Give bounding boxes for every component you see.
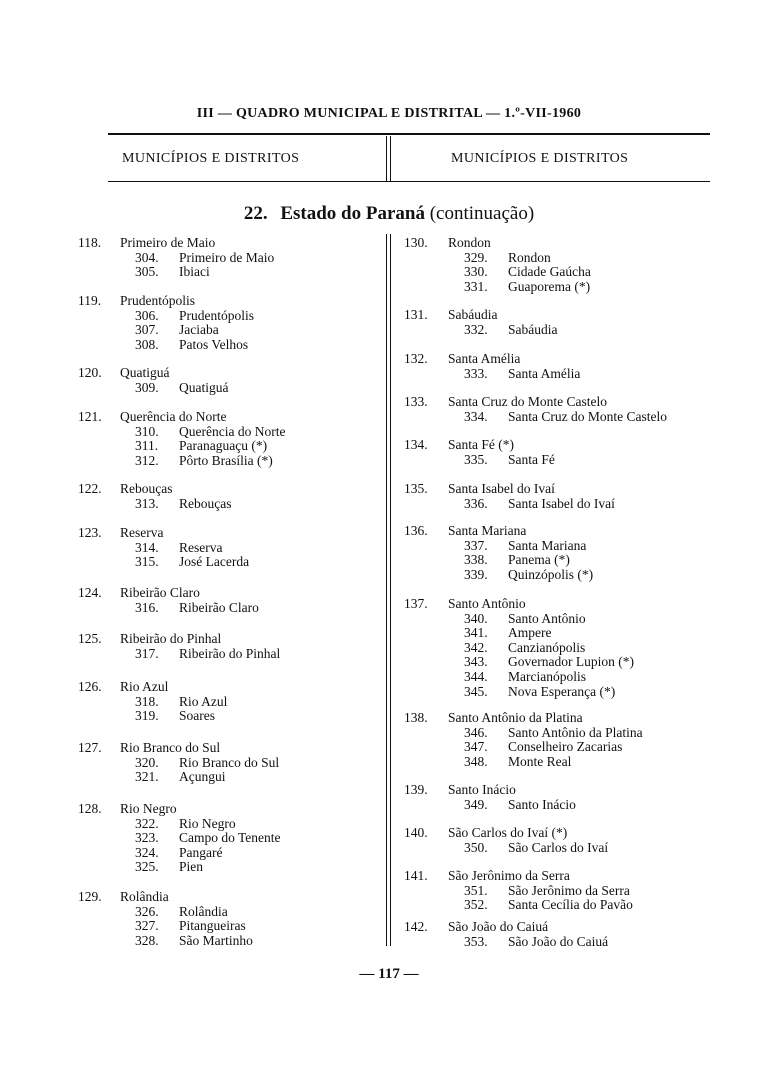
- municipality-entry: [78, 802, 378, 875]
- district-row: [404, 453, 734, 468]
- municipality-entry: [78, 741, 378, 785]
- district-row: [404, 626, 734, 641]
- district-name: Santa Mariana: [508, 537, 587, 553]
- district-row: [404, 798, 734, 813]
- municipality-name: Santo Antônio: [448, 596, 526, 611]
- municipality-number: 142.: [404, 919, 428, 934]
- municipality-number: 125.: [78, 631, 102, 646]
- district-name: São Jerônimo da Serra: [508, 882, 630, 898]
- district-number: 328.: [135, 932, 159, 948]
- district-row: [404, 641, 734, 656]
- district-number: 341.: [464, 625, 488, 641]
- district-number: 332.: [464, 321, 488, 337]
- district-name: Guaporema (*): [508, 278, 591, 294]
- municipality-number: 122.: [78, 481, 102, 496]
- district-number: 340.: [464, 610, 488, 626]
- district-number: 338.: [464, 552, 488, 568]
- municipality-name: Rio Negro: [120, 801, 177, 816]
- district-row: [78, 756, 378, 771]
- district-row: [78, 323, 378, 338]
- municipality-name: Rebouças: [120, 481, 173, 496]
- district-number: 351.: [464, 882, 488, 898]
- district-number: 344.: [464, 668, 488, 684]
- district-row: [78, 770, 378, 785]
- district-number: 327.: [135, 918, 159, 934]
- district-number: 310.: [135, 423, 159, 439]
- municipality-name: Santo Antônio da Platina: [448, 710, 583, 725]
- district-number: 330.: [464, 264, 488, 280]
- municipality-name: Quatiguá: [120, 365, 170, 380]
- district-name: Santa Isabel do Ivaí: [508, 495, 615, 511]
- district-row: [404, 497, 734, 512]
- municipality-entry: [404, 783, 734, 812]
- district-number: 321.: [135, 769, 159, 785]
- municipality-number: 123.: [78, 525, 102, 540]
- district-row: [404, 553, 734, 568]
- municipality-number: 138.: [404, 710, 428, 725]
- district-number: 346.: [464, 724, 488, 740]
- municipality-number: 129.: [78, 889, 102, 904]
- district-name: Patos Velhos: [179, 336, 249, 352]
- municipality-number: 135.: [404, 481, 428, 496]
- district-number: 334.: [464, 408, 488, 424]
- municipality-entry: [78, 586, 378, 615]
- municipality-entry: [404, 482, 734, 511]
- district-name: Conselheiro Zacarias: [508, 739, 623, 755]
- district-number: 329.: [464, 249, 488, 265]
- district-name: Pôrto Brasília (*): [179, 452, 273, 468]
- district-name: Canzianópolis: [508, 639, 586, 655]
- district-name: Pien: [179, 859, 204, 875]
- district-row: [404, 655, 734, 670]
- district-row: [78, 338, 378, 353]
- column-divider-2: [390, 234, 391, 946]
- district-number: 349.: [464, 796, 488, 812]
- district-row: [78, 309, 378, 324]
- district-row: [404, 539, 734, 554]
- municipality-number: 124.: [78, 585, 102, 600]
- district-name: Rebouças: [179, 495, 232, 511]
- district-number: 311.: [135, 438, 159, 454]
- district-row: [404, 612, 734, 627]
- district-number: 306.: [135, 307, 159, 323]
- district-number: 316.: [135, 599, 159, 615]
- district-number: 308.: [135, 336, 159, 352]
- municipality-number: 134.: [404, 437, 428, 452]
- municipality-name: Santa Cruz do Monte Castelo: [448, 394, 607, 409]
- district-number: 304.: [135, 249, 159, 265]
- district-name: Rondon: [508, 249, 551, 265]
- district-name: Rio Negro: [179, 815, 236, 831]
- district-name: Querência do Norte: [179, 423, 286, 439]
- district-name: Ribeirão Claro: [179, 599, 259, 615]
- municipality-name: Sabáudia: [448, 307, 498, 322]
- district-name: Sabáudia: [508, 321, 558, 337]
- district-name: Nova Esperança (*): [508, 683, 616, 699]
- state-name: Estado do Paraná: [280, 203, 425, 224]
- municipality-name: Santa Fé (*): [448, 437, 514, 452]
- district-name: Primeiro de Maio: [179, 249, 275, 265]
- district-number: 350.: [464, 839, 488, 855]
- municipality-entry: [78, 632, 378, 661]
- municipality-entry: [404, 438, 734, 467]
- district-row: [78, 454, 378, 469]
- district-number: 315.: [135, 554, 159, 570]
- district-name: Monte Real: [508, 753, 572, 769]
- municipality-number: 131.: [404, 307, 428, 322]
- municipality-entry: [404, 308, 734, 337]
- municipality-entry: [404, 597, 734, 699]
- municipality-name: Reserva: [120, 525, 164, 540]
- district-number: 336.: [464, 495, 488, 511]
- header-rule-bottom: [108, 181, 710, 182]
- district-name: Paranaguaçu (*): [179, 438, 268, 454]
- municipality-entry: [78, 526, 378, 570]
- municipality-name: Querência do Norte: [120, 409, 227, 424]
- municipality-entry: [78, 680, 378, 724]
- district-row: [78, 934, 378, 949]
- municipality-entry: [78, 410, 378, 468]
- municipality-name: São Carlos do Ivaí (*): [448, 825, 568, 840]
- municipality-entry: [404, 711, 734, 769]
- district-row: [78, 555, 378, 570]
- district-number: 342.: [464, 639, 488, 655]
- district-row: [78, 817, 378, 832]
- district-name: Campo do Tenente: [179, 830, 281, 846]
- district-number: 333.: [464, 365, 488, 381]
- district-row: [78, 497, 378, 512]
- district-row: [404, 323, 734, 338]
- district-name: Jaciaba: [179, 322, 219, 338]
- municipality-name: Rio Azul: [120, 679, 169, 694]
- district-name: São Martinho: [179, 932, 253, 948]
- municipality-number: 132.: [404, 351, 428, 366]
- municipality-name: São Jerônimo da Serra: [448, 868, 570, 883]
- municipality-number: 130.: [404, 235, 428, 250]
- district-name: Ampere: [508, 625, 552, 641]
- district-row: [78, 601, 378, 616]
- district-row: [404, 755, 734, 770]
- column-divider-1: [386, 234, 387, 946]
- district-row: [404, 410, 734, 425]
- municipality-number: 136.: [404, 523, 428, 538]
- municipality-name: Santa Mariana: [448, 523, 527, 538]
- municipality-name: Primeiro de Maio: [120, 235, 216, 250]
- municipality-number: 121.: [78, 409, 102, 424]
- state-title: [0, 203, 778, 225]
- district-row: [404, 280, 734, 295]
- municipality-name: Santa Isabel do Ivaí: [448, 481, 555, 496]
- district-row: [404, 265, 734, 280]
- municipality-name: Prudentópolis: [120, 293, 196, 308]
- district-name: Santo Inácio: [508, 796, 576, 812]
- district-row: [404, 726, 734, 741]
- page-number: — 117 —: [359, 966, 419, 982]
- district-row: [78, 709, 378, 724]
- municipality-name: Santo Inácio: [448, 782, 516, 797]
- municipality-number: 119.: [78, 293, 102, 308]
- district-name: Governador Lupion (*): [508, 654, 634, 670]
- district-number: 322.: [135, 815, 159, 831]
- district-row: [78, 381, 378, 396]
- column-header-right: MUNICÍPIOS E DISTRITOS: [451, 151, 629, 166]
- municipality-number: 118.: [78, 235, 102, 250]
- district-name: São Carlos do Ivaí: [508, 839, 609, 855]
- district-name: Marcianópolis: [508, 668, 586, 684]
- header-divider-2: [390, 136, 391, 181]
- municipality-entry: [78, 236, 378, 280]
- district-name: Prudentópolis: [179, 307, 255, 323]
- district-name: Quatiguá: [179, 379, 229, 395]
- district-number: 331.: [464, 278, 488, 294]
- municipality-name: Rondon: [448, 235, 491, 250]
- district-row: [404, 740, 734, 755]
- district-row: [404, 935, 734, 950]
- district-row: [404, 898, 734, 913]
- district-number: 318.: [135, 693, 159, 709]
- district-name: São João do Caiuá: [508, 933, 609, 949]
- municipality-number: 137.: [404, 596, 428, 611]
- district-name: Santo Antônio: [508, 610, 586, 626]
- district-row: [78, 251, 378, 266]
- municipality-name: Rolândia: [120, 889, 169, 904]
- district-number: 348.: [464, 753, 488, 769]
- state-number: 22.: [243, 203, 268, 224]
- municipality-name: Santa Amélia: [448, 351, 521, 366]
- district-name: Santa Fé: [508, 451, 555, 467]
- district-name: Reserva: [179, 539, 223, 555]
- municipality-name: Ribeirão Claro: [120, 585, 200, 600]
- district-number: 352.: [464, 897, 488, 913]
- district-number: 305.: [135, 264, 159, 280]
- district-number: 347.: [464, 739, 488, 755]
- district-number: 325.: [135, 859, 159, 875]
- district-name: Cidade Gaúcha: [508, 264, 591, 280]
- header-rule-top: [108, 133, 710, 135]
- district-name: Ibiaci: [179, 264, 210, 280]
- district-name: Soares: [179, 708, 215, 724]
- district-name: Pitangueiras: [179, 918, 246, 934]
- district-name: Rolândia: [179, 903, 228, 919]
- municipality-entry: [404, 920, 734, 949]
- district-number: 307.: [135, 322, 159, 338]
- district-number: 345.: [464, 683, 488, 699]
- municipality-entry: [404, 352, 734, 381]
- district-row: [78, 860, 378, 875]
- municipality-entry: [78, 366, 378, 395]
- municipality-entry: [404, 869, 734, 913]
- district-name: Santa Cecília do Pavão: [508, 897, 633, 913]
- municipality-entry: [78, 294, 378, 352]
- district-number: 309.: [135, 379, 159, 395]
- district-row: [78, 695, 378, 710]
- district-name: Rio Azul: [179, 693, 228, 709]
- district-number: 353.: [464, 933, 488, 949]
- district-number: 337.: [464, 537, 488, 553]
- district-name: Santa Amélia: [508, 365, 581, 381]
- district-name: Pangaré: [179, 844, 223, 860]
- district-row: [404, 841, 734, 856]
- municipality-name: Rio Branco do Sul: [120, 740, 221, 755]
- district-row: [404, 568, 734, 583]
- municipality-entry: [78, 482, 378, 511]
- municipality-number: 126.: [78, 679, 102, 694]
- district-row: [404, 367, 734, 382]
- municipality-entry: [404, 395, 734, 424]
- municipality-number: 141.: [404, 868, 428, 883]
- district-name: Rio Branco do Sul: [179, 754, 280, 770]
- district-row: [78, 425, 378, 440]
- municipality-number: 140.: [404, 825, 428, 840]
- district-number: 326.: [135, 903, 159, 919]
- municipality-name: São João do Caiuá: [448, 919, 549, 934]
- municipality-entry: [404, 826, 734, 855]
- municipality-number: 127.: [78, 740, 102, 755]
- district-name: Panema (*): [508, 552, 570, 568]
- municipality-number: 120.: [78, 365, 102, 380]
- district-number: 323.: [135, 830, 159, 846]
- district-row: [78, 919, 378, 934]
- district-number: 339.: [464, 566, 488, 582]
- district-number: 343.: [464, 654, 488, 670]
- page-header-title: III — QUADRO MUNICIPAL E DISTRITAL — 1.º-VII-1960: [196, 106, 582, 121]
- district-row: [78, 831, 378, 846]
- district-row: [78, 905, 378, 920]
- district-row: [404, 670, 734, 685]
- district-row: [404, 884, 734, 899]
- municipality-name: Ribeirão do Pinhal: [120, 631, 222, 646]
- district-row: [78, 439, 378, 454]
- district-row: [78, 265, 378, 280]
- municipality-entry: [78, 890, 378, 948]
- municipality-entry: [404, 524, 734, 582]
- district-name: Açungui: [179, 769, 226, 785]
- state-suffix: (continuação): [429, 203, 535, 224]
- municipality-number: 133.: [404, 394, 428, 409]
- district-number: 314.: [135, 539, 159, 555]
- district-number: 335.: [464, 451, 488, 467]
- district-number: 324.: [135, 844, 159, 860]
- district-row: [78, 541, 378, 556]
- district-number: 313.: [135, 495, 159, 511]
- district-name: Santo Antônio da Platina: [508, 724, 643, 740]
- district-number: 320.: [135, 754, 159, 770]
- district-name: Santa Cruz do Monte Castelo: [508, 408, 667, 424]
- district-number: 319.: [135, 708, 159, 724]
- district-name: Ribeirão do Pinhal: [179, 645, 281, 661]
- district-number: 312.: [135, 452, 159, 468]
- district-row: [404, 685, 734, 700]
- municipality-entry: [404, 236, 734, 294]
- district-name: Quinzópolis (*): [508, 566, 594, 582]
- column-header-left: MUNICÍPIOS E DISTRITOS: [122, 151, 300, 166]
- municipality-number: 139.: [404, 782, 428, 797]
- municipality-number: 128.: [78, 801, 102, 816]
- district-row: [78, 846, 378, 861]
- district-row: [78, 647, 378, 662]
- district-name: José Lacerda: [179, 554, 250, 570]
- district-row: [404, 251, 734, 266]
- header-divider-1: [386, 136, 387, 181]
- district-number: 317.: [135, 645, 159, 661]
